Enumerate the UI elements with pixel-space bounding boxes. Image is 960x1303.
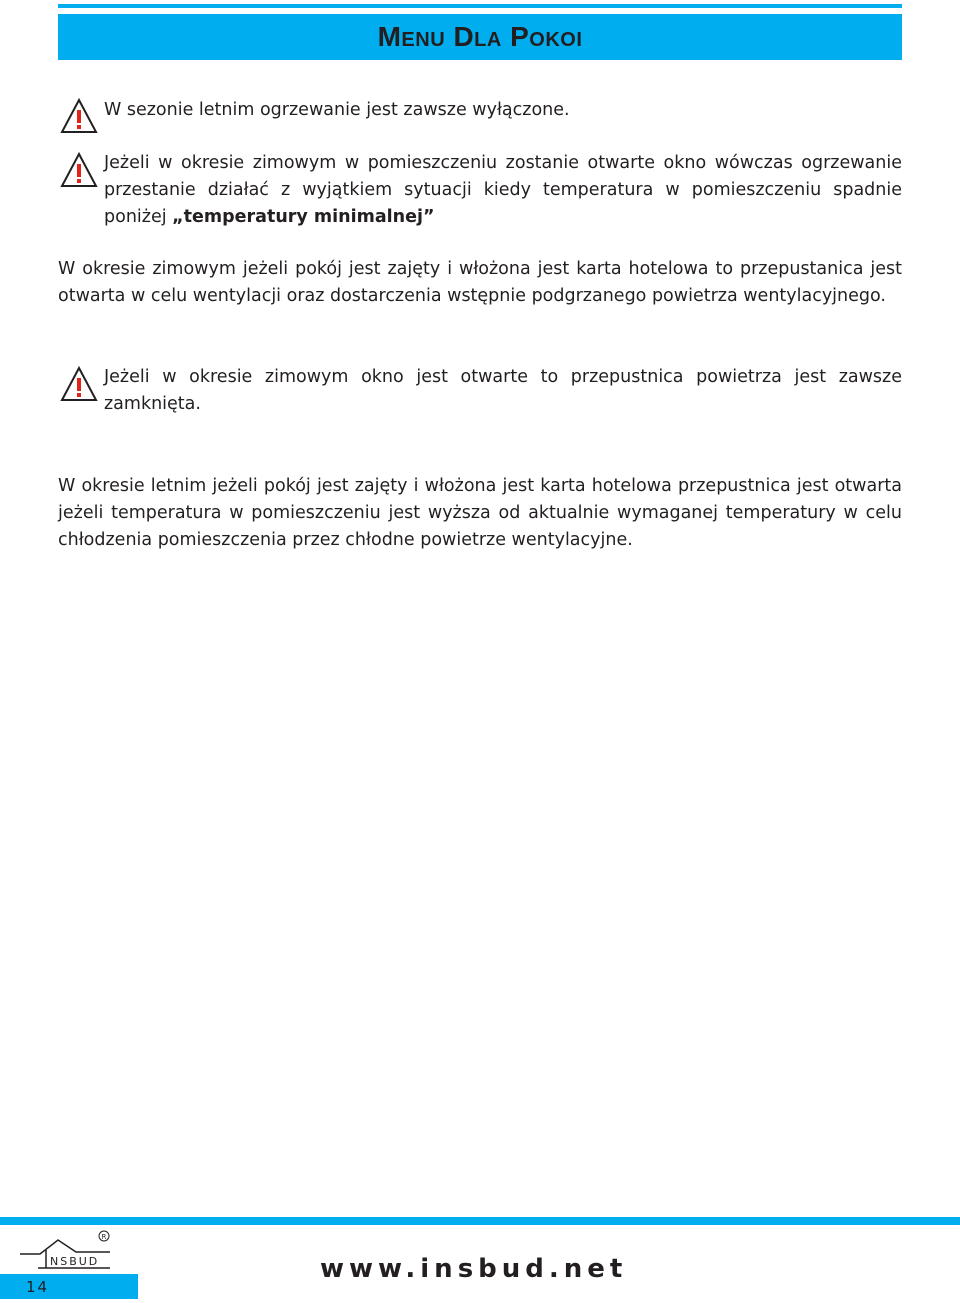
paragraph-summer-heating: W sezonie letnim ogrzewanie jest zawsze wyłączone. [104,100,570,120]
page-number-box [0,1274,138,1299]
paragraph-window-open-text: Jeżeli w okresie zimowym w pomieszczeniu zostanie otwarte okno wówczas ogrzewanie przestanie działać z wyjątkiem sytuacji kiedy temperatura w pomieszczeniu spadnie poniżej [104,153,902,227]
website-url[interactable]: www.insbud.net [320,1254,628,1284]
paragraph-window-open-damper: Jeżeli w okresie zimowym okno jest otwarte to przepustnica powietrza jest zawsze zamknięta. [104,367,902,414]
paragraph-winter-ventilation: W okresie zimowym jeżeli pokój jest zajęty i włożona jest karta hotelowa to przepustanica jest otwarta w celu wentylacji oraz dostarczenia wstępnie podgrzanego powietrza wentylacyjnego. [58,259,902,306]
page-title: Menu Dla Pokoi [377,21,583,52]
paragraph-window-open-heating [104,150,902,231]
top-rule [58,4,902,8]
insbud-logo-icon [18,1228,128,1274]
paragraph-summer-cooling: W okresie letnim jeżeli pokój jest zajęty i włożona jest karta hotelowa przepustnica jest otwarta jeżeli temperatura w pomieszczeniu jest wyższa od aktualnie wymaganej temperatury w celu chłodzenia pomieszczenia przez chłodne powietrze wentylacyjne. [58,476,902,550]
header-bar [58,14,902,60]
footer-rule [0,1217,960,1225]
min-temperature-term: „temperatury minimalnej” [172,207,435,227]
page-number: 14 [26,1277,50,1296]
svg-text:NSBUD: NSBUD [50,1255,100,1268]
svg-text:R: R [101,1233,107,1241]
